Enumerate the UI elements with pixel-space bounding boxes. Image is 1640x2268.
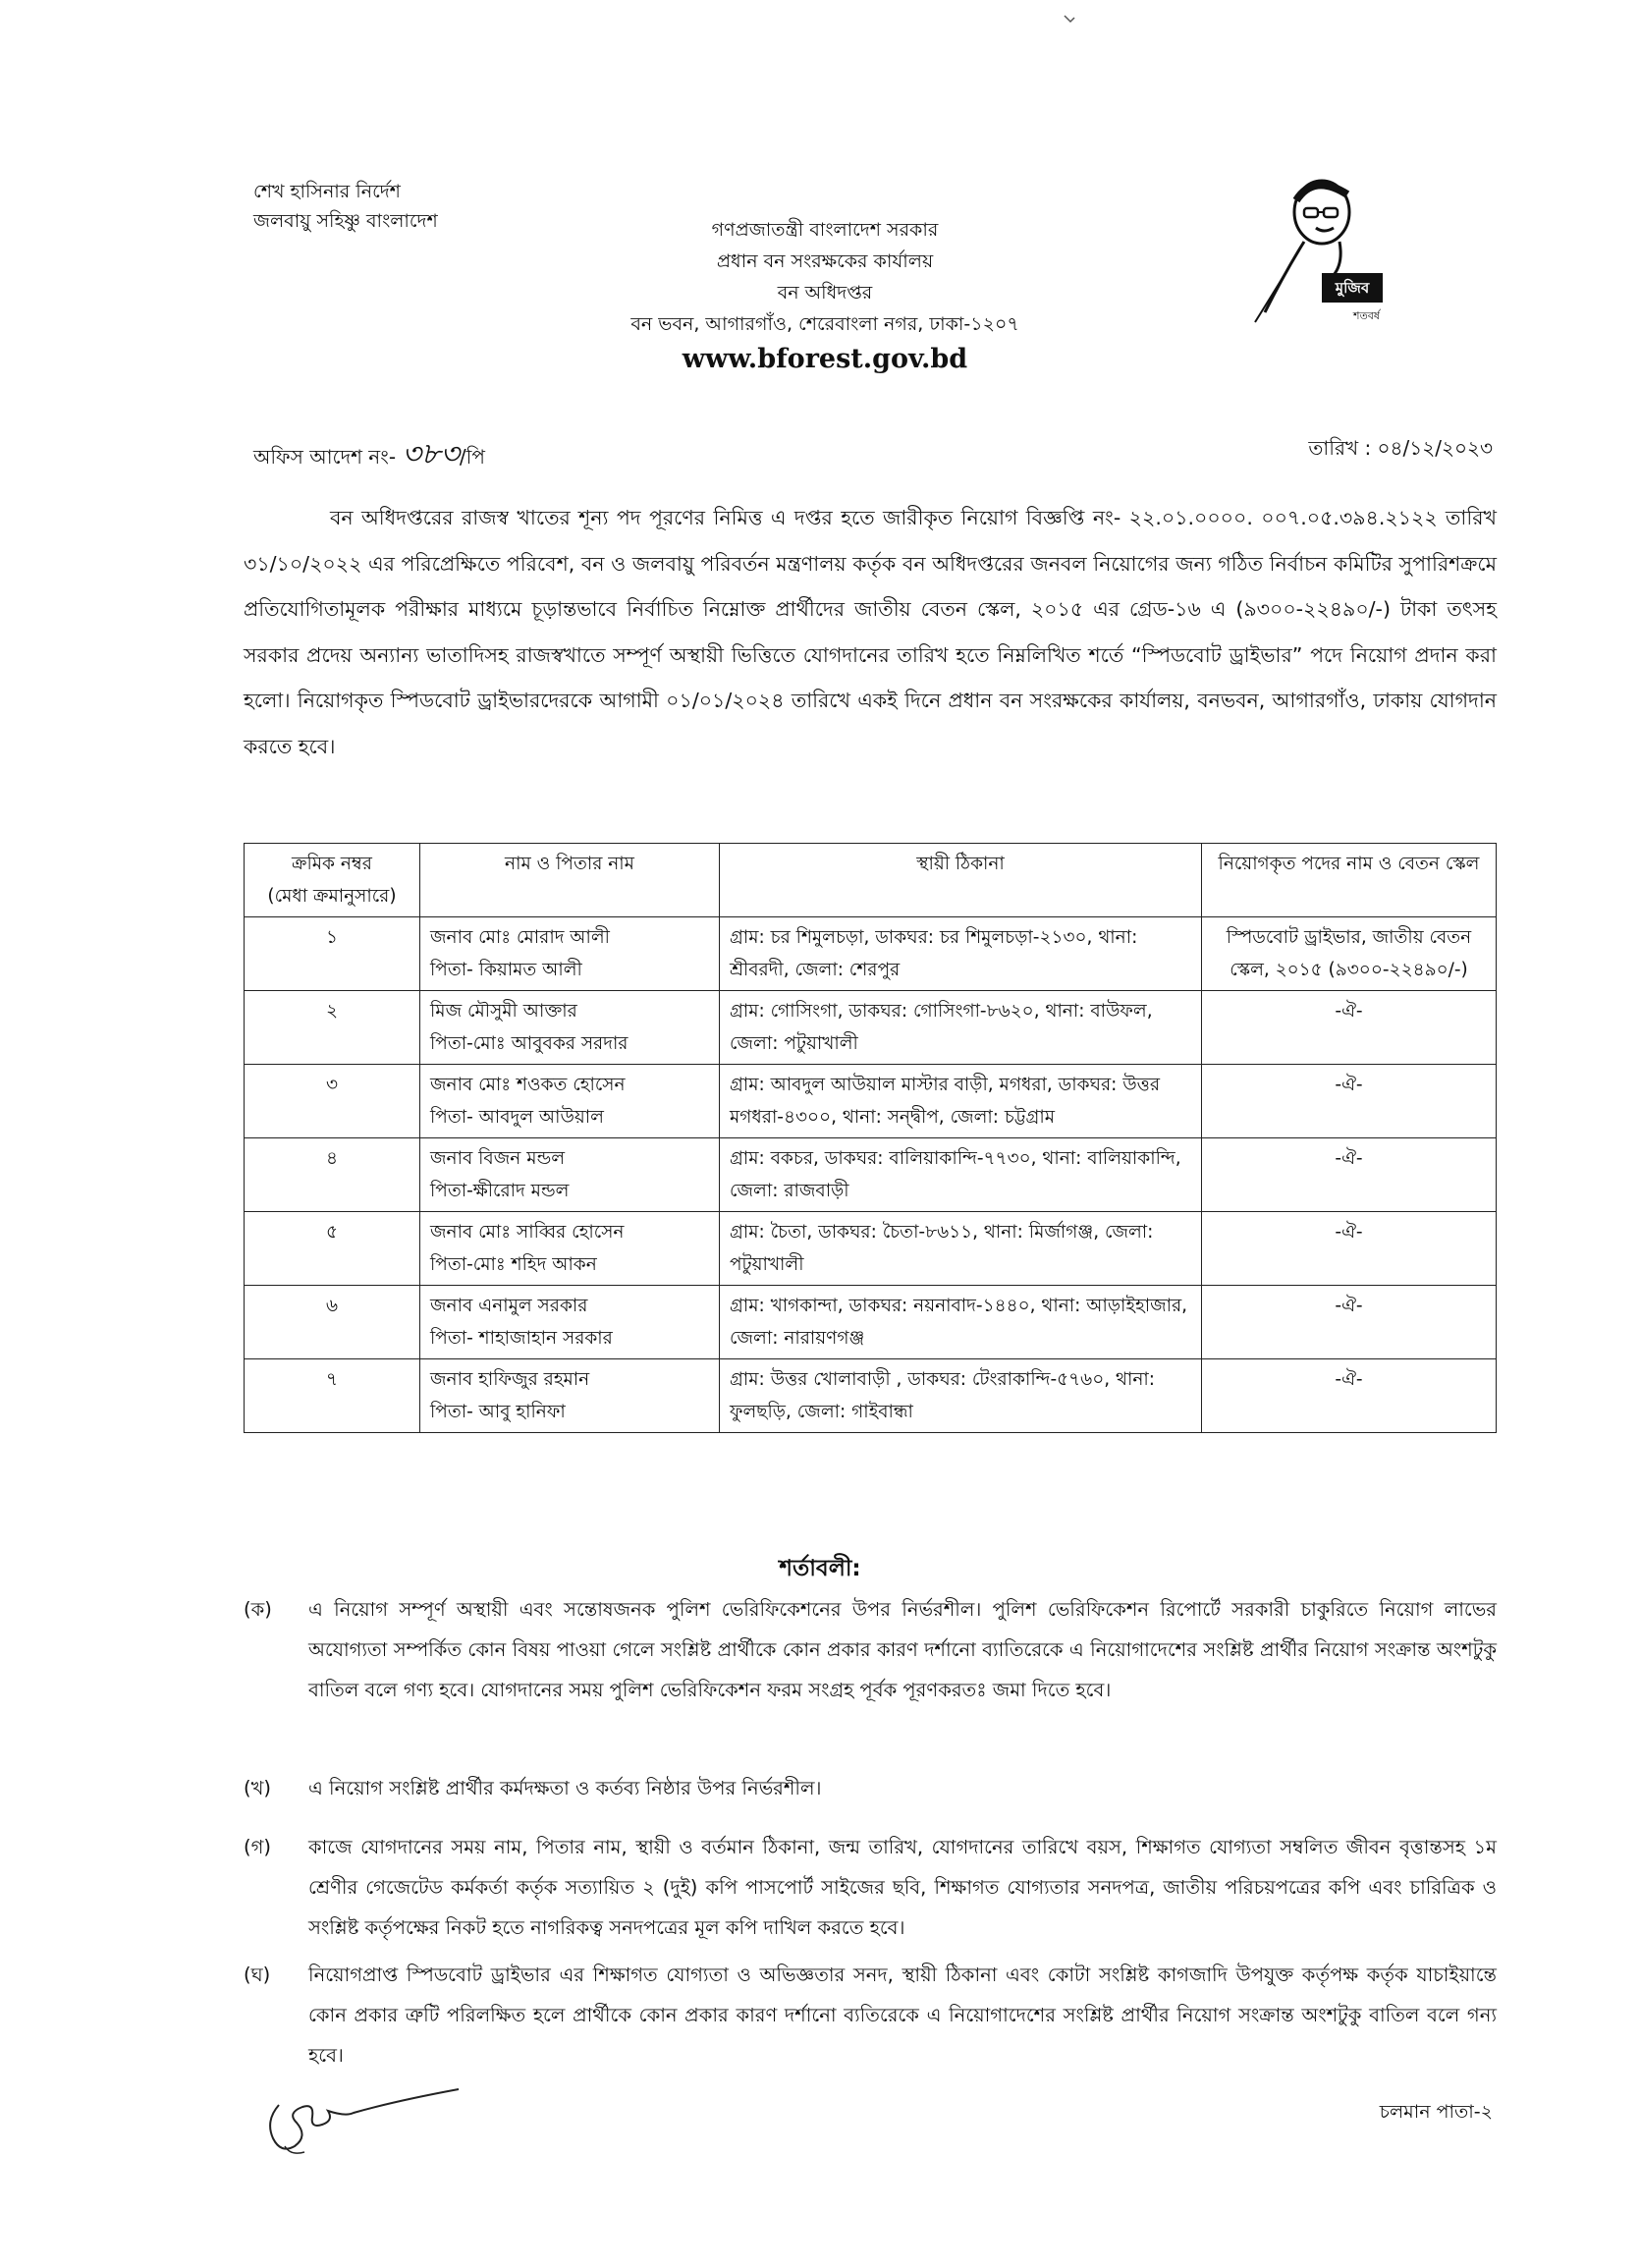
condition-label: (খ)	[244, 1777, 272, 1799]
condition-item-ka	[244, 1589, 1497, 1710]
father-name: পিতা- আবু হানিফা	[430, 1402, 566, 1422]
logo-text: মুজিব	[1322, 273, 1383, 303]
header-line-3: বন অধিদপ্তর	[777, 282, 873, 304]
signature-icon	[257, 2077, 464, 2161]
header-post: নিয়োগকৃত পদের নাম ও বেতন স্কেল	[1202, 844, 1497, 917]
header-line-1: গণপ্রজাতন্ত্রী বাংলাদেশ সরকার	[711, 219, 939, 241]
cell-name	[420, 1286, 720, 1359]
candidate-name: জনাব মোঃ মোরাদ আলী	[430, 927, 610, 948]
condition-label: (ঘ)	[244, 1964, 271, 1986]
table-row	[245, 1138, 1497, 1212]
table-row	[245, 1212, 1497, 1286]
cell-address: গ্রাম: চৈতা, ডাকঘর: চৈতা-৮৬১১, থানা: মির্জাগঞ্জ, জেলা: পটুয়াখালী	[720, 1212, 1202, 1286]
father-name: পিতা-মোঃ শহিদ আকন	[430, 1254, 597, 1275]
table-row	[245, 1286, 1497, 1359]
order-number-suffix: /পি	[459, 445, 485, 469]
cell-post: -ঐ-	[1202, 1359, 1497, 1433]
order-date: তারিখ : ০৪/১২/২০২৩	[1308, 436, 1493, 460]
father-name: পিতা- কিয়ামত আলী	[430, 960, 582, 980]
condition-item-ga	[244, 1827, 1497, 1948]
cell-post: -ঐ-	[1202, 991, 1497, 1065]
cell-name	[420, 917, 720, 991]
condition-text: কাজে যোগদানের সময় নাম, পিতার নাম, স্থায়ী ও বর্তমান ঠিকানা, জন্ম তারিখ, যোগদানের তারিখে বয়স, শিক্ষাগত যোগ্যতা সম্বলিত জীবন বৃত্তান্তসহ ১ম শ্রেণীর গেজেটেড কর্মকর্তা কর্তৃক সত্যায়িত ২ (দুই) কপি পাসপোর্ট সাইজের ছবি, শিক্ষাগত যোগ্যতার সনদপত্র, জাতীয় পরিচয়পত্রের কপি এবং চারিত্রিক ও সংশ্লিষ্ট কর্তৃপক্ষের নিকট হতে নাগরিকত্ব সনদপত্রের মূল কপি দাখিল করতে হবে।	[308, 1836, 1497, 1939]
condition-text: এ নিয়োগ সম্পূর্ণ অস্থায়ী এবং সন্তোষজনক পুলিশ ভেরিফিকেশনের উপর নির্ভরশীল। পুলিশ ভেরিফিকেশন রিপোর্টে সরকারী চাকুরিতে নিয়োগ লাভের অযোগ্যতা সম্পর্কিত কোন বিষয় পাওয়া গেলে সংশ্লিষ্ট প্রার্থীকে কোন প্রকার কারণ দর্শানো ব্যাতিরেকে এ নিয়োগাদেশের সংশ্লিষ্ট প্রার্থীর নিয়োগ সংক্রান্ত অংশটুকু বাতিল বলে গণ্য হবে। যোগদানের সময় পুলিশ ভেরিফিকেশন ফরম সংগ্রহ পূর্বক পূরণকরতঃ জমা দিতে হবে।	[308, 1598, 1497, 1701]
father-name: পিতা- আবদুল আউয়াল	[430, 1107, 604, 1128]
cell-serial: ৪	[245, 1138, 420, 1212]
father-name: পিতা-ক্ষীরোদ মন্ডল	[430, 1181, 570, 1201]
mujib-borsho-logo-icon	[1245, 165, 1383, 332]
table-row	[245, 1359, 1497, 1433]
conditions-title: শর্তাবলী:	[779, 1556, 861, 1581]
cell-serial: ২	[245, 991, 420, 1065]
cell-name	[420, 1212, 720, 1286]
cell-address: গ্রাম: চর শিমুলচড়া, ডাকঘর: চর শিমুলচড়া-২১৩০, থানা: শ্রীবরদী, জেলা: শেরপুর	[720, 917, 1202, 991]
header-address: স্থায়ী ঠিকানা	[720, 844, 1202, 917]
cell-name	[420, 1359, 720, 1433]
cell-post: -ঐ-	[1202, 1212, 1497, 1286]
cell-serial: ১	[245, 917, 420, 991]
slogan-line-1: শেখ হাসিনার নির্দেশ	[253, 181, 401, 202]
cell-post: -ঐ-	[1202, 1138, 1497, 1212]
order-number-label: অফিস আদেশ নং-	[253, 445, 397, 469]
slogan	[253, 177, 438, 236]
cell-name	[420, 1065, 720, 1138]
cell-name	[420, 991, 720, 1065]
header-line-4: বন ভবন, আগারগাঁও, শেরেবাংলা নগর, ঢাকা-১২০৭	[630, 313, 1019, 335]
condition-label: (গ)	[244, 1836, 271, 1858]
appointment-table	[244, 843, 1497, 1433]
condition-text: নিয়োগপ্রাপ্ত স্পিডবোট ড্রাইভার এর শিক্ষাগত যোগ্যতা ও অভিজ্ঞতার সনদ, স্থায়ী ঠিকানা এবং কোটা সংশ্লিষ্ট কাগজাদি উপযুক্ত কর্তৃপক্ষ কর্তৃক যাচাইয়ান্তে কোন প্রকার ত্রুটি পরিলক্ষিত হলে প্রার্থীকে কোন প্রকার কারণ দর্শানো ব্যতিরেকে এ নিয়োগাদেশের সংশ্লিষ্ট প্রার্থীর নিয়োগ সংক্রান্ত অংশটুকু বাতিল বলে গন্য হবে।	[308, 1964, 1497, 2067]
candidate-name: মিজ মৌসুমী আক্তার	[430, 1001, 577, 1022]
cell-address: গ্রাম: আবদুল আউয়াল মাস্টার বাড়ী, মগধরা, ডাকঘর: উত্তর মগধরা-৪৩০০, থানা: সন্দ্বীপ, জেলা: চট্টগ্রাম	[720, 1065, 1202, 1138]
cell-address: গ্রাম: গোসিংগা, ডাকঘর: গোসিংগা-৮৬২০, থানা: বাউফল, জেলা: পটুয়াখালী	[720, 991, 1202, 1065]
header-serial	[245, 844, 420, 917]
condition-item-gha	[244, 1955, 1497, 2075]
header-name: নাম ও পিতার নাম	[420, 844, 720, 917]
continued-page-note: চলমান পাতা-২	[1379, 2101, 1493, 2123]
cell-post: স্পিডবোট ড্রাইভার, জাতীয় বেতন স্কেল, ২০১৫ (৯৩০০-২২৪৯০/-)	[1202, 917, 1497, 991]
table-header-row	[245, 844, 1497, 917]
cell-post: -ঐ-	[1202, 1065, 1497, 1138]
father-name: পিতা- শাহাজাহান সরকার	[430, 1328, 613, 1349]
table-row	[245, 1065, 1497, 1138]
candidate-name: জনাব হাফিজুর রহমান	[430, 1369, 590, 1390]
cell-address: গ্রাম: উত্তর খোলাবাড়ী , ডাকঘর: টেংরাকান্দি-৫৭৬০, থানা: ফুলছড়ি, জেলা: গাইবান্ধা	[720, 1359, 1202, 1433]
cell-name	[420, 1138, 720, 1212]
cell-address: গ্রাম: বকচর, ডাকঘর: বালিয়াকান্দি-৭৭৩০, থানা: বালিয়াকান্দি, জেলা: রাজবাড়ী	[720, 1138, 1202, 1212]
candidate-name: জনাব এনামুল সরকার	[430, 1296, 588, 1316]
cell-serial: ৭	[245, 1359, 420, 1433]
cell-serial: ৬	[245, 1286, 420, 1359]
logo-subtext: শতবর্ষ	[1353, 309, 1380, 322]
condition-label: (ক)	[244, 1598, 272, 1621]
table-row	[245, 917, 1497, 991]
candidate-name: জনাব মোঃ শওকত হোসেন	[430, 1075, 626, 1095]
slogan-line-2: জলবায়ু সহিষ্ণু বাংলাদেশ	[253, 210, 438, 232]
candidate-name: জনাব মোঃ সাব্বির হোসেন	[430, 1222, 625, 1243]
cell-serial: ৩	[245, 1065, 420, 1138]
cell-serial: ৫	[245, 1212, 420, 1286]
header-line-2: প্রধান বন সংরক্ষকের কার্যালয়	[716, 250, 934, 272]
order-number-handwritten: ৩৮৩	[402, 437, 460, 471]
header-serial-line-1: ক্রমিক নম্বর	[292, 854, 372, 874]
father-name: পিতা-মোঃ আবুবকর সরদার	[430, 1033, 629, 1054]
cell-post: -ঐ-	[1202, 1286, 1497, 1359]
website-link[interactable]: www.bforest.gov.bd	[682, 344, 968, 374]
stray-mark-icon	[1061, 10, 1080, 29]
condition-text: এ নিয়োগ সংশ্লিষ্ট প্রার্থীর কর্মদক্ষতা ও কর্তব্য নিষ্ঠার উপর নির্ভরশীল।	[308, 1777, 822, 1799]
government-header	[589, 214, 1061, 375]
table-row	[245, 991, 1497, 1065]
cell-address: গ্রাম: খাগকান্দা, ডাকঘর: নয়নাবাদ-১৪৪০, থানা: আড়াইহাজার, জেলা: নারায়ণগঞ্জ	[720, 1286, 1202, 1359]
candidate-name: জনাব বিজন মন্ডল	[430, 1148, 566, 1169]
intro-paragraph: বন অধিদপ্তরের রাজস্ব খাতের শূন্য পদ পূরণের নিমিত্ত এ দপ্তর হতে জারীকৃত নিয়োগ বিজ্ঞপ্তি নং- ২২.০১.০০০০. ০০৭.০৫.৩৯৪.২১২২ তারিখ ৩১/১০/২০২২ এর পরিপ্রেক্ষিতে পরিবেশ, বন ও জলবায়ু পরিবর্তন মন্ত্রণালয় কর্তৃক বন অধিদপ্তরের জনবল নিয়োগের জন্য গঠিত নির্বাচন কমিটির সুপারিশক্রমে প্রতিযোগিতামূলক পরীক্ষার মাধ্যমে চূড়ান্তভাবে নির্বাচিত নিম্নোক্ত প্রার্থীদের জাতীয় বেতন স্কেল, ২০১৫ এর গ্রেড-১৬ এ (৯৩০০-২২৪৯০/-) টাকা তৎসহ সরকার প্রদেয় অন্যান্য ভাতাদিসহ রাজস্বখাতে সম্পূর্ণ অস্থায়ী ভিত্তিতে যোগদানের তারিখ হতে নিম্নলিখিত শর্তে “স্পিডবোট ড্রাইভার” পদে নিয়োগ প্রদান করা হলো। নিয়োগকৃত স্পিডবোট ড্রাইভারদেরকে আগামী ০১/০১/২০২৪ তারিখে একই দিনে প্রধান বন সংরক্ষকের কার্যালয়, বনভবন, আগারগাঁও, ঢাকায় যোগদান করতে হবে।	[244, 506, 1497, 758]
office-order-number	[253, 430, 485, 480]
header-serial-line-2: (মেধা ক্রমানুসারে)	[267, 886, 397, 907]
condition-item-kha	[244, 1768, 1497, 1808]
